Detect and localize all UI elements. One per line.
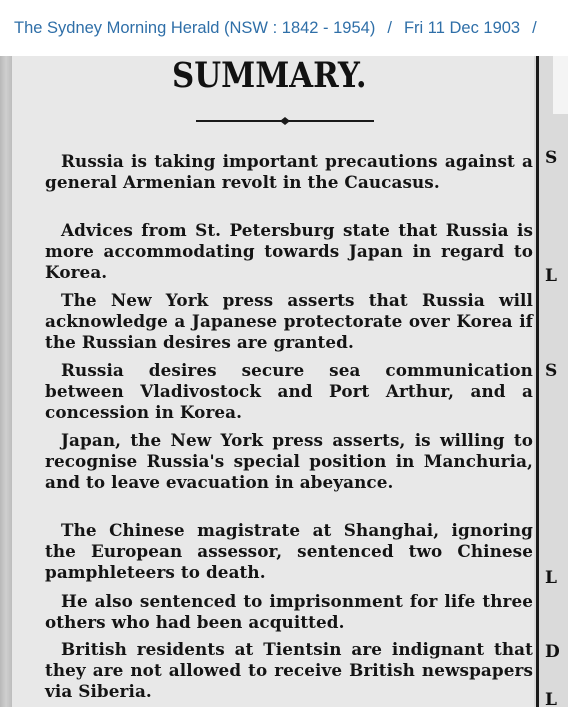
newspaper-scan <box>0 56 568 707</box>
adjacent-column-highlight <box>553 56 568 114</box>
adjacent-column-fragment: D <box>545 642 559 662</box>
adjacent-column-fragment: S <box>545 361 557 381</box>
adjacent-column-fragment: L <box>545 690 556 707</box>
article-paragraph: He also sentenced to imprisonment for life three others who had been acquitted. <box>45 591 533 632</box>
article-paragraph: Japan, the New York press asserts, is willing to recognise Russia's special position in Manchuria, and to leave evacuation in abeyance. <box>45 430 533 492</box>
breadcrumb-date-link[interactable]: Fri 11 Dec 1903 <box>403 18 521 37</box>
adjacent-column-fragment: S <box>545 148 557 168</box>
adjacent-page-edge <box>0 56 12 707</box>
title-ornament-rule <box>192 116 378 126</box>
breadcrumb <box>0 0 568 56</box>
article-paragraph: British residents at Tientsin are indignant that they are not allowed to receive British newspapers via Siberia. <box>45 639 533 701</box>
article-title: SUMMARY. <box>172 56 367 96</box>
breadcrumb-publication-link[interactable]: The Sydney Morning Herald (NSW : 1842 - 1954) <box>14 18 376 37</box>
adjacent-column-fragment: L <box>545 568 556 588</box>
article-paragraph: Russia desires secure sea communication between Vladivostock and Port Arthur, and a concession in Korea. <box>45 360 533 422</box>
breadcrumb-separator: / <box>387 18 392 37</box>
article-paragraph: Russia is taking important precautions against a general Armenian revolt in the Caucasus. <box>45 151 533 192</box>
article-paragraph: The New York press asserts that Russia will acknowledge a Japanese protectorate over Korea if the Russian desires are granted. <box>45 290 533 352</box>
breadcrumb-separator-trailing: / <box>532 18 537 37</box>
adjacent-column-fragment: L <box>545 266 556 286</box>
article-paragraph: The Chinese magistrate at Shanghai, ignoring the European assessor, sentenced two Chinese pamphleteers to death. <box>45 520 533 582</box>
article-paragraph: Advices from St. Petersburg state that Russia is more accommodating towards Japan in regard to Korea. <box>45 220 533 282</box>
